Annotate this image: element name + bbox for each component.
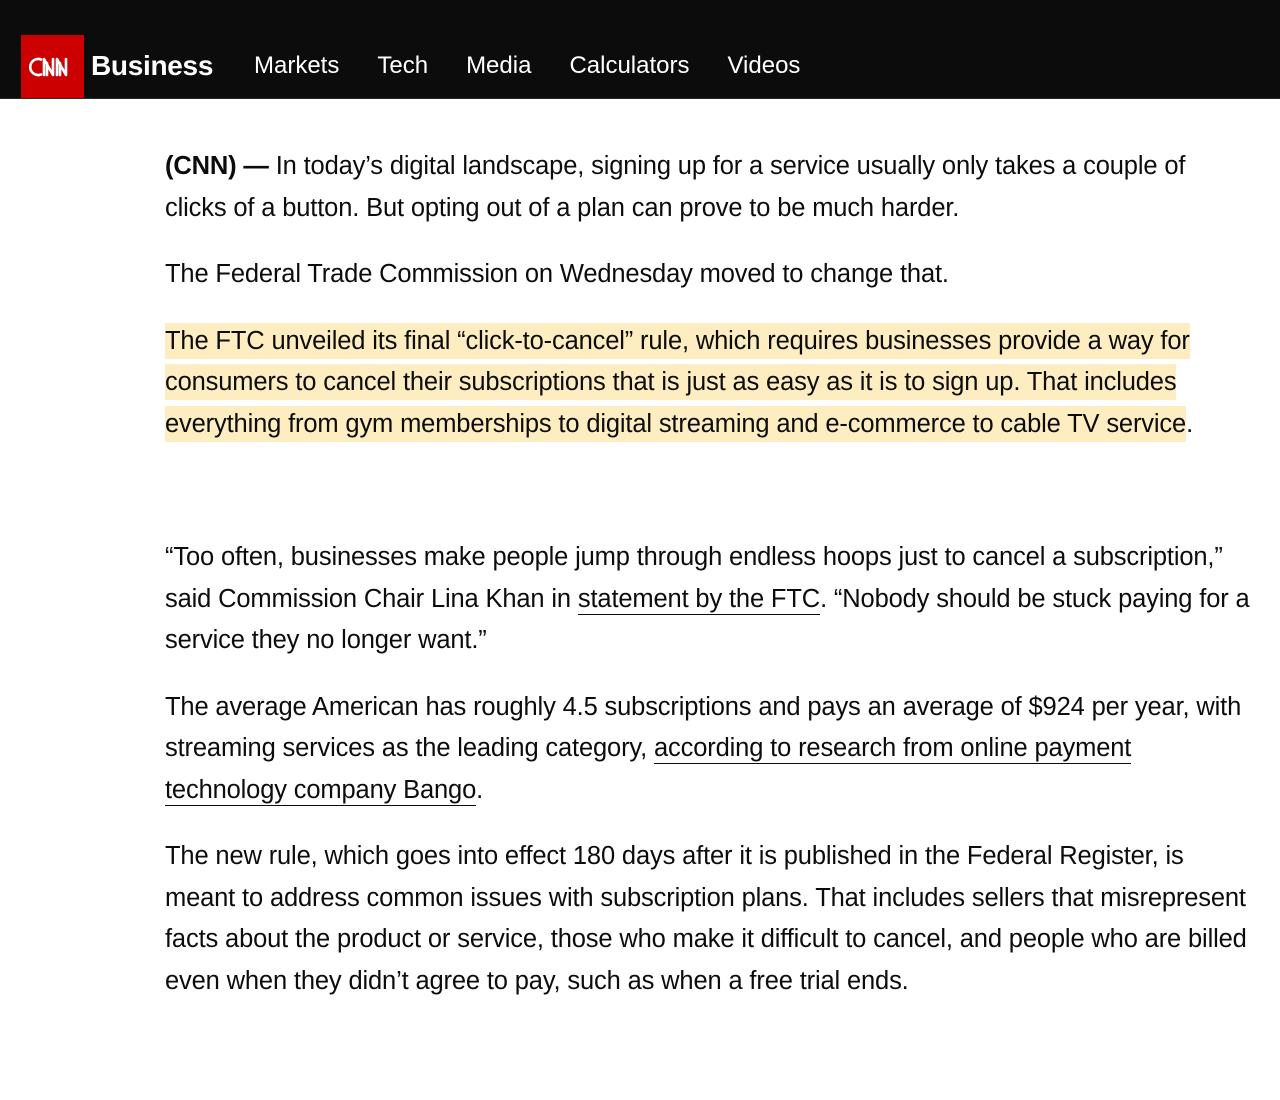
link-ftc-statement[interactable]: statement by the FTC <box>577 584 821 613</box>
main-nav <box>254 48 800 84</box>
nav-media[interactable]: Media <box>466 52 532 79</box>
dateline: (CNN) — <box>165 152 269 180</box>
nav-markets[interactable]: Markets <box>254 52 340 79</box>
paragraph-new-rule: The new rule, which goes into effect 180 days after it is published in the Federal Register, is meant to address common issues with subscription plans. That includes sellers that misrepresent facts about the product or service, those who make it difficult to cancel, and people who are billed even when they didn’t agree to pay, such as when a free trial ends. <box>165 842 1247 995</box>
highlight-end: . <box>1186 409 1193 438</box>
paragraph-subscriptions-stats <box>165 687 1250 812</box>
link-bango-research[interactable]: according to research from online payment technology company Bango <box>165 734 1132 804</box>
paragraph-ftc-move: The Federal Trade Commission on Wednesday moved to change that. <box>165 260 949 288</box>
quote-text: “Too often, businesses make people jump through endless hoops just to cancel a subscription,” said Commission Chair Lina Khan in <box>165 543 1223 613</box>
paragraph-khan-quote <box>165 537 1250 662</box>
cnn-logo[interactable] <box>21 35 84 98</box>
top-navigation-bar <box>0 0 1280 99</box>
intro-text: In today’s digital landscape, signing up for a service usually only takes a couple of clicks of a button. But opting out of a plan can prove to be much harder. <box>165 152 1186 222</box>
highlighted-text: The FTC unveiled its final “click-to-cancel” rule, which requires businesses provide a way for consumers to cancel their subscriptions that is just as easy as it is to sign up. That includes everything from gym memberships to digital streaming and e-commerce to cable TV service <box>165 323 1190 442</box>
paragraph-intro <box>165 146 1250 229</box>
nav-videos[interactable]: Videos <box>727 52 801 79</box>
nav-calculators[interactable]: Calculators <box>569 52 690 79</box>
quote-text-cont: . “Nobody should be stuck paying for a service they no longer want.” <box>165 584 1250 654</box>
embed-spacer <box>165 470 1250 537</box>
cnn-logo-icon <box>28 54 78 80</box>
nav-tech[interactable]: Tech <box>377 52 429 79</box>
stats-text: The average American has roughly 4.5 subscriptions and pays an average of $924 per year, with streaming services as the leading category, <box>165 692 1242 762</box>
stats-end: . <box>476 775 484 804</box>
article-body <box>165 146 1250 1027</box>
brand-business[interactable]: Business <box>91 50 214 81</box>
paragraph-click-to-cancel <box>165 321 1250 446</box>
